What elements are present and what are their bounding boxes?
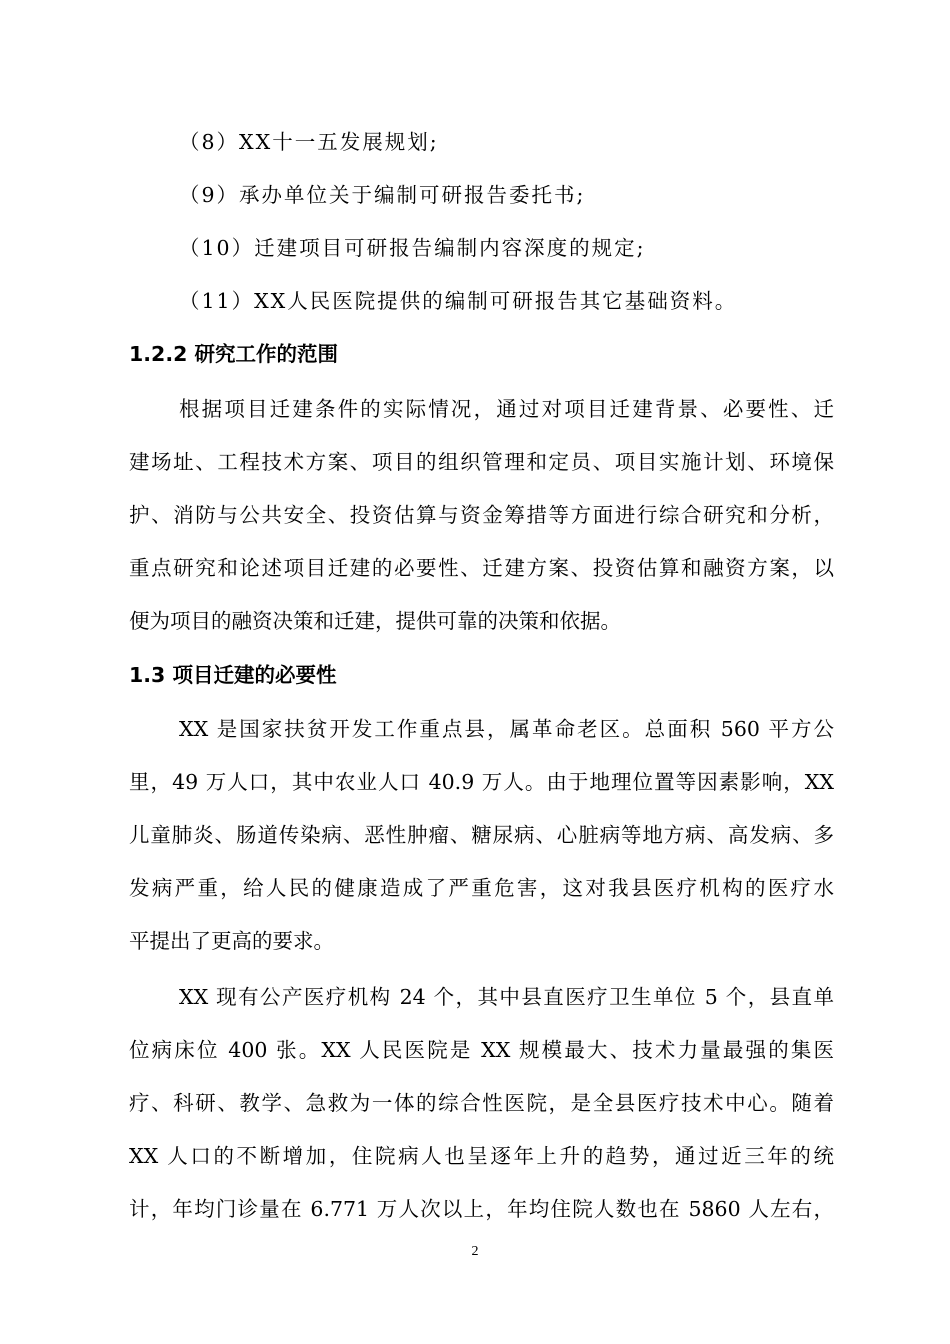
basis-item-8: （8）XX十一五发展规划; — [179, 130, 439, 154]
basis-item-9: （9）承办单位关于编制可研报告委托书; — [179, 183, 586, 207]
necessity-p2-line-4: XX 人口的不断增加，住院病人也呈逐年上升的趋势，通过近三年的统 — [129, 1144, 834, 1168]
necessity-p1-line-3: 儿童肺炎、肠道传染病、恶性肿瘤、糖尿病、心脏病等地方病、高发病、多 — [129, 823, 834, 847]
necessity-p1-line-2: 里，49 万人口，其中农业人口 40.9 万人。由于地理位置等因素影响，XX — [129, 770, 834, 794]
basis-item-11: （11）XX人民医院提供的编制可研报告其它基础资料。 — [179, 289, 738, 313]
scope-line-3: 护、消防与公共安全、投资估算与资金筹措等方面进行综合研究和分析， — [129, 503, 834, 527]
necessity-p1-line-5: 平提出了更高的要求。 — [129, 929, 334, 953]
necessity-p2-line-2: 位病床位 400 张。XX 人民医院是 XX 规模最大、技术力量最强的集医 — [129, 1038, 834, 1062]
scope-line-2: 建场址、工程技术方案、项目的组织管理和定员、项目实施计划、环境保 — [129, 450, 834, 474]
scope-line-1: 根据项目迁建条件的实际情况，通过对项目迁建背景、必要性、迁 — [179, 397, 834, 421]
basis-item-10: （10）迁建项目可研报告编制内容深度的规定; — [179, 236, 646, 260]
scope-line-4: 重点研究和论述项目迁建的必要性、迁建方案、投资估算和融资方案，以 — [129, 556, 834, 580]
necessity-p2-line-5: 计，年均门诊量在 6.771 万人次以上，年均住院人数也在 5860 人左右， — [129, 1197, 834, 1221]
necessity-p2-line-3: 疗、科研、教学、急救为一体的综合性医院，是全县医疗技术中心。随着 — [129, 1091, 834, 1115]
scope-line-5: 便为项目的融资决策和迁建，提供可靠的决策和依据。 — [129, 609, 621, 633]
necessity-p2-line-1: XX 现有公产医疗机构 24 个，其中县直医疗卫生单位 5 个，县直单 — [179, 985, 834, 1009]
page-number: 2 — [471, 1244, 479, 1259]
section-heading-1-3: 1.3 项目迁建的必要性 — [129, 663, 337, 687]
necessity-p1-line-4: 发病严重，给人民的健康造成了严重危害，这对我县医疗机构的医疗水 — [129, 876, 834, 900]
section-heading-1-2-2: 1.2.2 研究工作的范围 — [129, 342, 339, 366]
necessity-p1-line-1: XX 是国家扶贫开发工作重点县，属革命老区。总面积 560 平方公 — [179, 717, 834, 741]
